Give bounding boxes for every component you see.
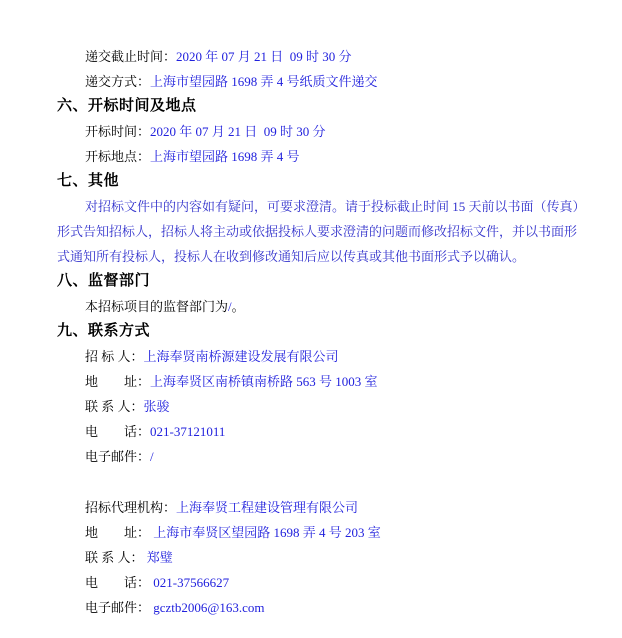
paragraph-line: 形式告知招标人，招标人将主动或依据投标人要求澄清的问题而修改招标文件，并以书面形 — [57, 224, 578, 239]
field-value: 上海奉贤南桥源建设发展有限公司 — [143, 349, 339, 364]
field-line — [85, 545, 622, 570]
field-value: 张骏 — [143, 399, 170, 414]
field-line — [85, 444, 622, 469]
paragraph-line: 对招标文件中的内容如有疑问，可要求澄清。请于投标截止时间 15 天前以书面（传真） — [85, 199, 586, 214]
section-heading: 九、联系方式 — [57, 323, 151, 339]
field-label: 开标时间： — [85, 124, 151, 139]
blank-line — [0, 469, 622, 495]
field-value: 2020 年 07 月 21 日 09 时 30 分 — [176, 49, 352, 64]
field-line — [85, 144, 622, 169]
field-label: 联 系 人： — [85, 550, 144, 565]
field-value: 上海市望园路 1698 弄 4 号 — [150, 149, 300, 164]
field-value: 上海市奉贤区望园路 1698 弄 4 号 203 室 — [150, 525, 381, 540]
field-label: 联 系 人： — [85, 399, 144, 414]
field-line — [85, 294, 622, 319]
field-label: 递交方式： — [85, 74, 151, 89]
field-text-suffix: 。 — [231, 299, 245, 314]
field-label: 电 话： — [85, 575, 151, 590]
field-label: 地 址： — [85, 374, 151, 389]
field-value: gcztb2006@163.com — [150, 600, 265, 615]
field-line — [85, 570, 622, 595]
field-line — [85, 44, 622, 69]
field-line — [85, 69, 622, 94]
field-value: 上海市望园路 1698 弄 4 号纸质文件递交 — [150, 74, 378, 89]
field-label: 招 标 人： — [85, 349, 144, 364]
field-label: 开标地点： — [85, 149, 151, 164]
field-label: 电 话： — [85, 424, 151, 439]
field-value: 2020 年 07 月 21 日 09 时 30 分 — [150, 124, 326, 139]
field-value: 郑璧 — [143, 550, 173, 565]
paragraph-line: 式通知所有投标人，投标人在收到修改通知后应以传真或其他书面形式予以确认。 — [57, 249, 526, 264]
section-heading: 八、监督部门 — [57, 273, 151, 289]
section-heading: 六、开标时间及地点 — [57, 98, 197, 114]
field-label: 递交截止时间： — [85, 49, 177, 64]
field-value: 上海奉贤区南桥镇南桥路 563 号 1003 室 — [150, 374, 378, 389]
field-line — [85, 495, 622, 520]
field-label: 地 址： — [85, 525, 151, 540]
field-line — [85, 119, 622, 144]
section-heading: 七、其他 — [57, 173, 120, 189]
field-value: / — [150, 449, 154, 464]
field-label: 电子邮件： — [85, 449, 151, 464]
field-line — [85, 394, 622, 419]
field-line — [85, 344, 622, 369]
field-text-prefix: 本招标项目的监督部门为 — [85, 299, 229, 314]
field-label: 电子邮件： — [85, 600, 151, 615]
field-value: 021-37566627 — [150, 575, 230, 590]
field-line — [85, 595, 622, 620]
field-line — [85, 520, 622, 545]
field-value: 021-37121011 — [150, 424, 226, 439]
field-value: 上海奉贤工程建设管理有限公司 — [176, 500, 359, 515]
field-value: / — [228, 299, 232, 314]
field-line — [85, 419, 622, 444]
field-label: 招标代理机构： — [85, 500, 177, 515]
field-line — [85, 369, 622, 394]
